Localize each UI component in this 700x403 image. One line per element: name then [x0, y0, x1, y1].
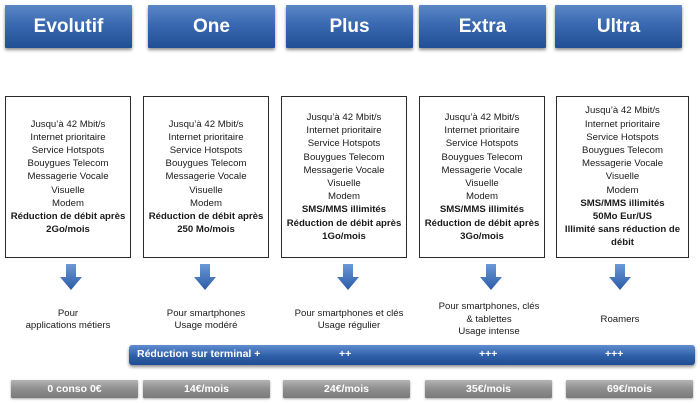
feature-line: Jusqu’à 42 Mbit/s [585, 105, 660, 117]
price-plus: 24€/mois [283, 380, 410, 398]
target-line: Usage modéré [174, 320, 238, 331]
feature-line: Visuelle [51, 184, 85, 196]
target-one [136, 298, 276, 342]
feature-line: Service Hotspots [586, 131, 659, 143]
feature-line-bold: Réduction de débit après [10, 211, 126, 222]
feature-line: Messagerie Vocale [303, 164, 385, 176]
feature-line: Messagerie Vocale [165, 171, 247, 183]
feature-line: Visuelle [605, 171, 640, 183]
plan-header-ultra: Ultra [555, 5, 682, 48]
feature-line-bold: SMS/MMS illimités [301, 204, 387, 216]
feature-line-bold: 3Go/mois [460, 230, 504, 242]
feature-line: Modem [52, 197, 84, 209]
feature-line: Messagerie Vocale [27, 171, 109, 183]
feature-line-bold: 50Mo Eur/US [592, 211, 653, 222]
feature-line: Internet prioritaire [444, 125, 520, 137]
feature-line: Jusqu’à 42 Mbit/s [168, 118, 244, 130]
feature-line: Visuelle [327, 178, 361, 189]
target-line: Usage régulier [317, 320, 381, 331]
feature-line-bold: 250 Mo/mois [177, 224, 235, 236]
feature-line: Messagerie Vocale [441, 164, 523, 176]
feature-line: Service Hotspots [169, 144, 243, 156]
feature-line: Modem [606, 184, 639, 196]
feature-line: Bouygues Telecom [27, 158, 109, 170]
feature-line: Jusqu’à 42 Mbit/s [306, 111, 382, 123]
feature-line-bold: 1Go/mois [322, 230, 366, 242]
target-line: applications métiers [25, 320, 111, 331]
target-line: & tablettes [466, 313, 512, 325]
feature-line-bold: SMS/MMS illimités [439, 204, 525, 216]
feature-line: Internet prioritaire [584, 118, 661, 130]
feature-line-bold: SMS/MMS illimités [580, 197, 665, 209]
features-box-plus [281, 96, 407, 258]
features-box-evolutif [5, 96, 131, 258]
terminal-discount-level-ultra: +++ [605, 348, 624, 360]
feature-line: Internet prioritaire [306, 125, 382, 137]
price-ultra: 69€/mois [566, 380, 693, 398]
target-line: Usage intense [458, 326, 520, 338]
feature-line-bold: Réduction de débit après [424, 217, 540, 229]
feature-line: Visuelle [465, 178, 499, 189]
feature-line: Bouygues Telecom [165, 158, 247, 170]
terminal-discount-label: Réduction sur terminal + [137, 348, 261, 360]
feature-line: Bouygues Telecom [303, 151, 385, 163]
feature-line: Modem [190, 197, 222, 209]
plan-header-plus: Plus [286, 5, 413, 48]
target-extra [419, 298, 559, 342]
feature-line: Jusqu’à 42 Mbit/s [30, 118, 106, 130]
price-extra: 35€/mois [425, 380, 552, 398]
features-box-one [143, 96, 269, 258]
down-arrow-icon [609, 264, 631, 290]
down-arrow-icon [480, 264, 502, 290]
feature-line-bold: Réduction de débit après [286, 217, 402, 229]
feature-line-bold: Réduction de débit après [148, 211, 264, 222]
features-box-extra [419, 96, 545, 258]
feature-line-bold: Illimité sans réduction de débit [564, 224, 681, 249]
feature-line: Messagerie Vocale [581, 158, 664, 170]
price-evolutif: 0 conso 0€ [11, 380, 138, 398]
feature-line: Service Hotspots [307, 138, 381, 150]
price-one: 14€/mois [143, 380, 270, 398]
feature-line: Modem [328, 191, 360, 203]
plan-header-extra: Extra [419, 5, 546, 48]
plan-header-evolutif: Evolutif [5, 5, 132, 48]
terminal-discount-bar [129, 345, 695, 365]
target-evolutif [0, 298, 138, 342]
target-line: Pour smartphones et clés [294, 307, 404, 319]
feature-line: Visuelle [189, 184, 223, 196]
down-arrow-icon [194, 264, 216, 290]
target-ultra [550, 298, 690, 342]
feature-line: Service Hotspots [31, 144, 105, 156]
target-line: Pour [57, 307, 79, 319]
terminal-discount-level-extra: +++ [479, 348, 498, 360]
target-plus [279, 298, 419, 342]
down-arrow-icon [60, 264, 82, 290]
target-line: Roamers [600, 313, 640, 325]
feature-line: Modem [466, 191, 498, 203]
feature-line-bold: 2Go/mois [46, 224, 90, 236]
feature-line: Internet prioritaire [168, 131, 244, 143]
target-line: Pour smartphones [166, 307, 246, 319]
target-line: Pour smartphones, clés [438, 301, 540, 313]
feature-line: Internet prioritaire [30, 131, 106, 143]
feature-line: Jusqu’à 42 Mbit/s [444, 111, 520, 123]
down-arrow-icon [337, 264, 359, 290]
terminal-discount-level-plus: ++ [339, 348, 352, 360]
feature-line: Bouygues Telecom [441, 151, 523, 163]
feature-line: Service Hotspots [445, 138, 519, 150]
features-box-ultra [556, 96, 689, 258]
plan-header-one: One [148, 5, 275, 48]
feature-line: Bouygues Telecom [582, 144, 663, 156]
